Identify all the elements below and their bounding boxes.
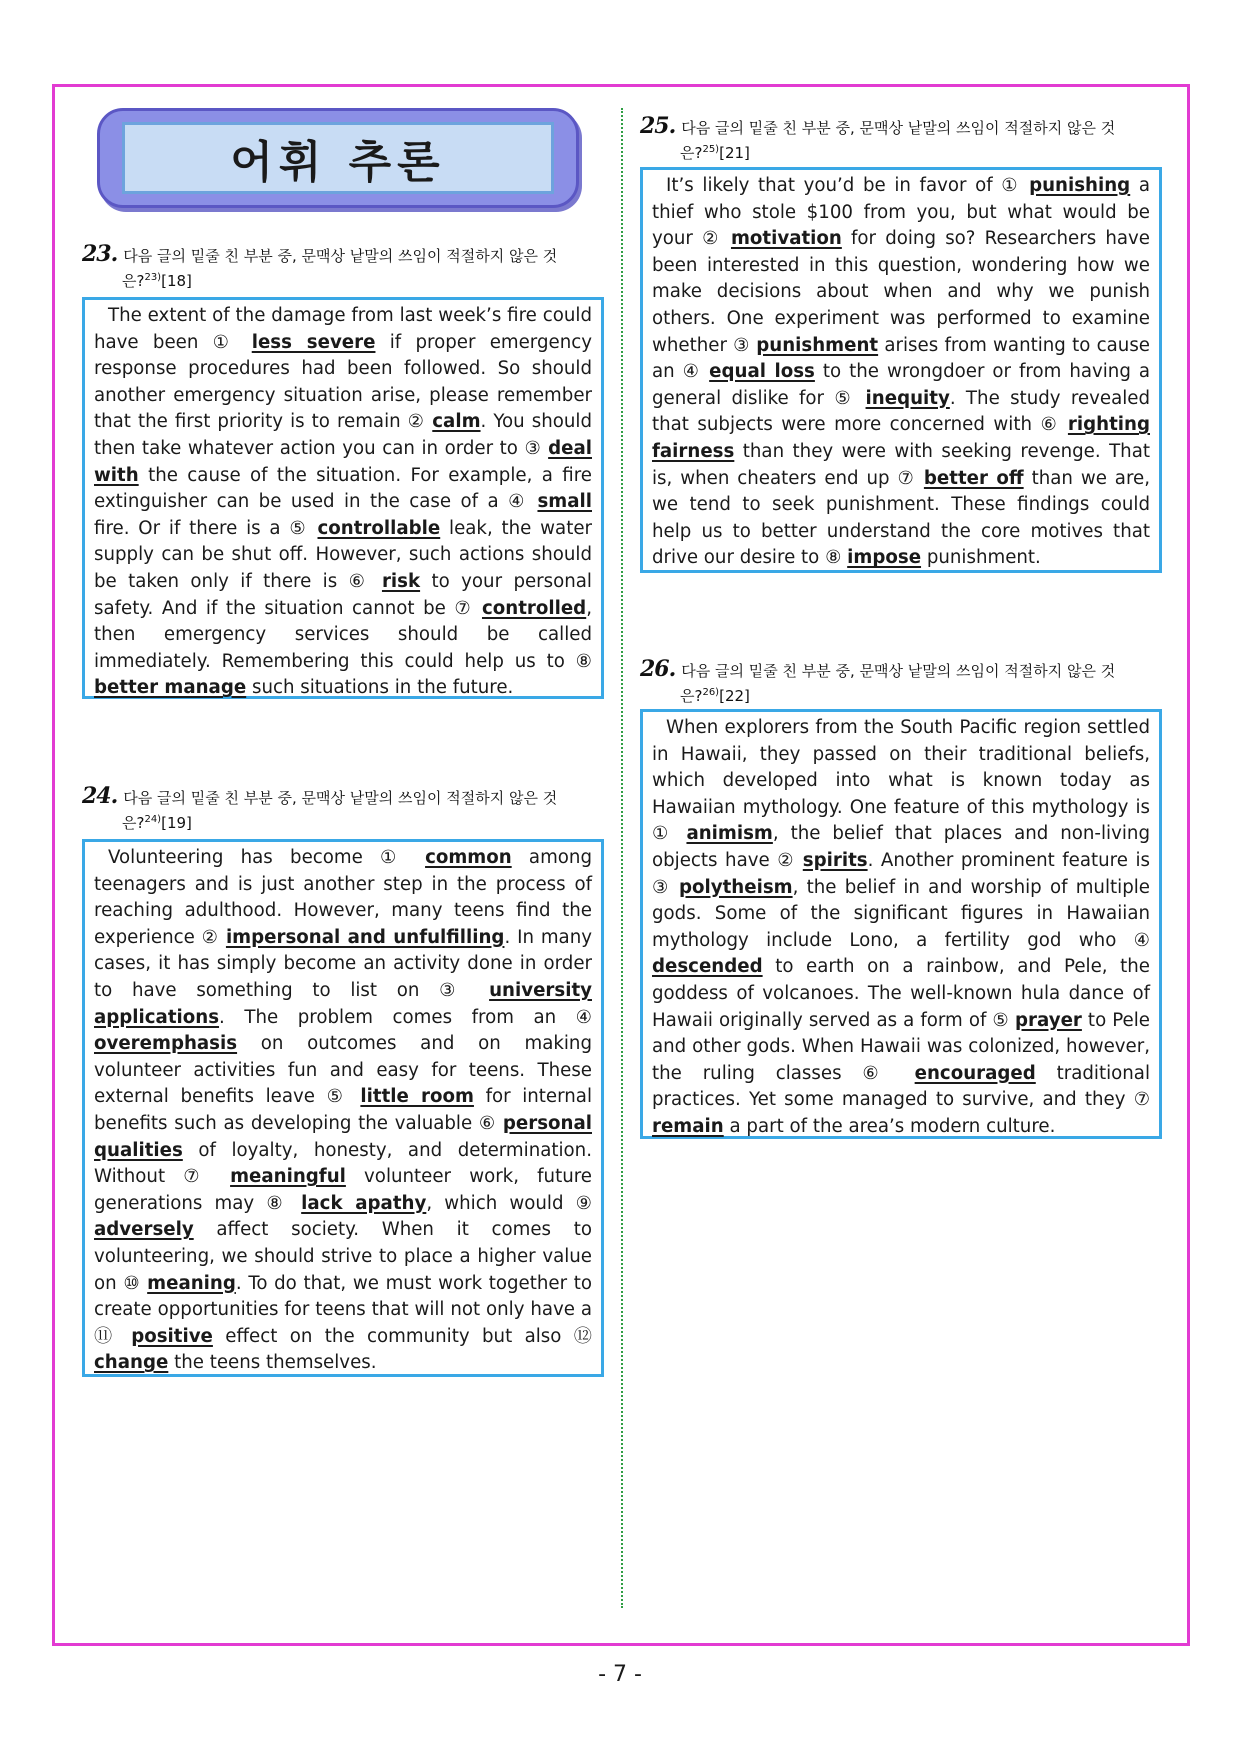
underlined-choice: impersonal and unfulfilling	[225, 926, 505, 948]
question-number: 23.	[82, 241, 118, 267]
question-24-header	[82, 783, 604, 834]
passage-segment: if proper emergency response procedures had been followed. So should another emergency situation arise, please remember that the first priority is to remain ②	[94, 331, 592, 433]
question-ref: [22]	[719, 687, 750, 705]
underlined-choice: positive	[131, 1325, 213, 1347]
passage-segment: leak, the water supply can be shut off. However, such actions should be taken only if there is ⑥	[94, 517, 592, 592]
passage-segment: When explorers from the South Pacific region settled in Hawaii, they passed on their traditional beliefs, which developed into what is known today as Hawaiian mythology. One feature of this mythology is ①	[652, 717, 1150, 845]
passage-segment: the teens themselves.	[168, 1352, 377, 1374]
passage-segment: . In many cases, it has simply become an activity done in order to have something to list on ③	[94, 926, 592, 1001]
footnote-marker: 26)	[702, 687, 720, 698]
underlined-choice: less severe	[251, 331, 376, 353]
underlined-choice: change	[94, 1352, 169, 1374]
question-23-header	[82, 241, 604, 292]
question-prompt-continued: 은?$^{26)}$[22]	[680, 687, 750, 705]
underlined-choice: righting fairness	[652, 414, 1150, 462]
passage-segment: . Another prominent feature is ③	[652, 849, 1150, 898]
underlined-choice: better manage	[94, 677, 247, 699]
underlined-choice: adversely	[94, 1219, 194, 1241]
passage-segment: the cause of the situation. For example, a fire extinguisher can be used in the case of a ④	[94, 464, 592, 513]
passage-segment: affect society. When it comes to volunteering, we should strive to place a higher value on ⑩	[94, 1219, 592, 1294]
passage-segment: punishment.	[921, 547, 1041, 569]
passage-text	[94, 303, 592, 702]
passage-segment: among teenagers and is just another step in the process of reaching adulthood. However, many teens find the experience ②	[94, 847, 592, 948]
footnote-marker: 24)	[144, 814, 162, 825]
question-prompt-continued: 은?$^{24)}$[19]	[122, 814, 192, 832]
question-prompt-continued: 은?$^{23)}$[18]	[122, 272, 192, 290]
passage-segment: fire. Or if there is a ⑤	[94, 517, 318, 539]
underlined-choice: polytheism	[679, 876, 793, 898]
underlined-choice: university applications	[94, 979, 592, 1028]
passage-text	[94, 845, 592, 1377]
underlined-choice: controllable	[317, 517, 441, 539]
question-ref: [19]	[161, 814, 192, 832]
passage-segment: . The problem comes from an ④	[219, 1006, 592, 1028]
section-banner-inner	[122, 122, 554, 194]
passage-segment: for doing so? Researchers have been interested in this question, wondering how we make decisions about when and why we punish others. One experiment was performed to examine whether ③	[652, 228, 1150, 356]
passage-segment: . To do that, we must work together to create opportunities for teens that will not only have a ⑪	[94, 1272, 592, 1347]
page-number: - 7 -	[598, 1662, 642, 1687]
underlined-choice: personal qualities	[94, 1112, 592, 1161]
passage-segment: volunteer work, future generations may ⑧	[94, 1166, 592, 1214]
passage-segment: a thief who stole $100 from you, but what would be your ②	[652, 175, 1150, 250]
passage-segment: for internal benefits such as developing the valuable ⑥	[94, 1086, 593, 1134]
footnote-marker: 23)	[144, 272, 162, 283]
passage-text	[652, 715, 1150, 1141]
footnote-marker: 25)	[702, 144, 720, 155]
question-ref: [18]	[161, 272, 192, 290]
passage-segment: on outcomes and on making volunteer activities fun and easy for teens. These external benefits leave ⑤	[94, 1033, 592, 1108]
section-title: 어휘 추론	[230, 137, 446, 188]
passage-segment: to your personal safety. And if the situation cannot be ⑦	[94, 570, 592, 619]
passage-segment: . You should then take whatever action you can in order to ③	[94, 411, 592, 459]
underlined-choice: meaningful	[230, 1166, 346, 1188]
underlined-choice: better off	[923, 467, 1024, 489]
passage-segment: to Pele and other gods. When Hawaii was colonized, however, the ruling classes ⑥	[652, 1009, 1150, 1084]
underlined-choice: impose	[847, 547, 922, 569]
passage-segment: It’s likely that you’d be in favor of ①	[666, 175, 1030, 196]
underlined-choice: spirits	[802, 849, 868, 871]
passage-segment: , the belief in and worship of multiple gods. Some of the significant figures in Hawaiian mythology include Lono, a fertility god who ④	[652, 876, 1150, 951]
question-23-passage	[82, 297, 604, 699]
question-number: 24.	[82, 783, 118, 809]
underlined-choice: lack apathy	[301, 1192, 427, 1214]
question-prompt-continued: 은?$^{25)}$[21]	[680, 144, 750, 162]
question-prompt: 다음 글의 밑줄 친 부분 중, 문맥상 낱말의 쓰임이 적절하지 않은 것	[681, 662, 1116, 680]
passage-segment: a part of the area’s modern culture.	[723, 1115, 1056, 1137]
underlined-choice: equal loss	[709, 361, 815, 383]
underlined-choice: meaning	[147, 1272, 236, 1294]
passage-segment: than they were with seeking revenge. That is, when cheaters end up ⑦	[652, 440, 1150, 489]
question-26-header	[640, 656, 1162, 707]
passage-segment: , then emergency services should be called immediately. Remembering this could help us to ⑧	[94, 597, 592, 672]
passage-segment: to earth on a rainbow, and Pele, the goddess of volcanoes. The well-known hula dance of Hawaii originally served as a form of ⑤	[652, 956, 1150, 1031]
underlined-choice: controlled	[481, 597, 587, 619]
section-banner	[97, 108, 579, 208]
question-prompt: 다음 글의 밑줄 친 부분 중, 문맥상 낱말의 쓰임이 적절하지 않은 것	[123, 789, 558, 807]
question-number: 26.	[640, 656, 676, 682]
underlined-choice: encouraged	[914, 1062, 1036, 1084]
question-25-passage	[640, 167, 1162, 573]
passage-segment: traditional practices. Yet some managed to survive, and they ⑦	[652, 1062, 1151, 1111]
question-ref: [21]	[719, 144, 750, 162]
passage-segment: effect on the community but also ⑫	[212, 1325, 592, 1347]
underlined-choice: deal with	[94, 437, 592, 486]
question-prompt: 다음 글의 밑줄 친 부분 중, 문맥상 낱말의 쓰임이 적절하지 않은 것	[123, 247, 558, 265]
passage-text	[652, 173, 1150, 572]
underlined-choice: inequity	[865, 387, 950, 409]
question-25-header	[640, 113, 1162, 164]
underlined-choice: calm	[432, 411, 481, 433]
question-number: 25.	[640, 113, 676, 139]
passage-segment: than we are, we tend to seek punishment. These findings could help us to better understand the core motives that drive our desire to ⑧	[652, 467, 1150, 569]
underlined-choice: prayer	[1015, 1009, 1082, 1031]
column-divider	[621, 108, 623, 1608]
question-prompt: 다음 글의 밑줄 친 부분 중, 문맥상 낱말의 쓰임이 적절하지 않은 것	[681, 119, 1116, 137]
underlined-choice: motivation	[730, 228, 842, 250]
passage-segment: such situations in the future.	[246, 677, 514, 699]
passage-segment: , which would ⑨	[426, 1192, 592, 1214]
underlined-choice: common	[425, 847, 512, 868]
underlined-choice: remain	[652, 1115, 724, 1137]
passage-segment: to the wrongdoer or from having a general dislike for ⑤	[652, 361, 1151, 409]
underlined-choice: small	[537, 491, 592, 513]
passage-segment: Volunteering has become ①	[108, 847, 426, 868]
question-26-passage	[640, 709, 1162, 1139]
passage-segment: , the belief that places and non-living objects have ②	[652, 823, 1150, 871]
underlined-choice: little room	[360, 1086, 474, 1108]
underlined-choice: risk	[381, 570, 421, 592]
passage-segment: . The study revealed that subjects were more concerned with ⑥	[652, 387, 1151, 436]
underlined-choice: overemphasis	[94, 1033, 238, 1055]
underlined-choice: punishing	[1029, 175, 1131, 196]
underlined-choice: animism	[686, 823, 773, 845]
passage-segment: arises from wanting to cause an ④	[652, 334, 1150, 383]
underlined-choice: punishment	[756, 334, 879, 356]
question-24-passage	[82, 839, 604, 1377]
passage-segment: The extent of the damage from last week’s fire could have been ①	[94, 305, 592, 353]
underlined-choice: descended	[652, 956, 763, 978]
passage-segment: of loyalty, honesty, and determination. Without ⑦	[94, 1139, 592, 1188]
